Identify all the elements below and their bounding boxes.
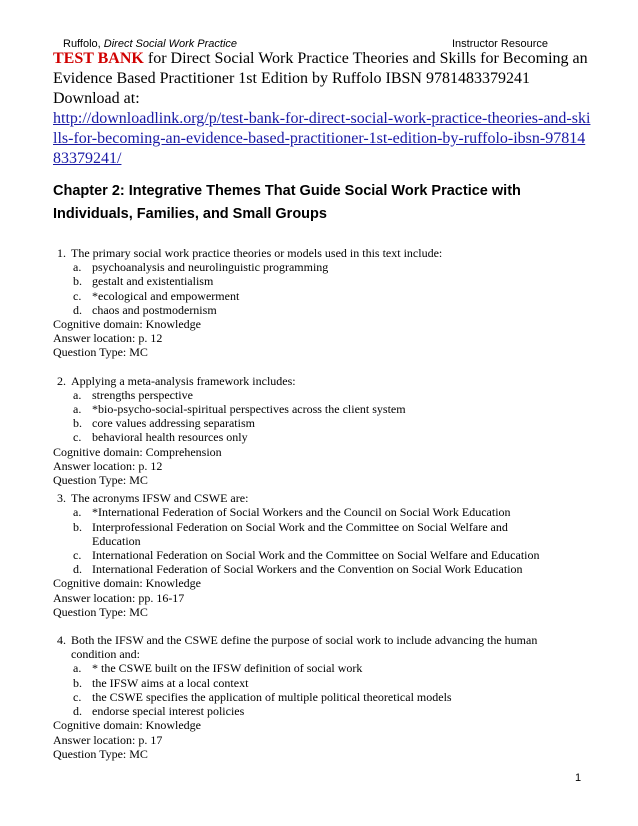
option-text: strengths perspective: [92, 387, 193, 402]
option-letter: c.: [73, 548, 82, 563]
question-number: 3.: [57, 491, 66, 506]
answer-option: [53, 562, 593, 576]
option-letter: b.: [73, 675, 82, 690]
answer-location: Answer location: p. 17: [53, 732, 163, 747]
option-letter: a.: [73, 387, 82, 402]
question-type: Question Type: MC: [53, 604, 148, 619]
answer-option: [53, 402, 593, 416]
question-3: [53, 491, 593, 619]
answer-option: [53, 303, 593, 317]
question-type: Question Type: MC: [53, 473, 148, 488]
option-letter: d.: [73, 302, 82, 317]
question-type: Question Type: MC: [53, 345, 148, 360]
answer-location: Answer location: p. 12: [53, 331, 163, 346]
option-text: the IFSW aims at a local context: [92, 675, 249, 690]
header-author: Ruffolo,: [63, 38, 104, 50]
answer-location: Answer location: pp. 16-17: [53, 590, 185, 605]
download-link[interactable]: http://downloadlink.org/p/test-bank-for-direct-social-work-practice-theories-and-skills-for-becoming-an-evidence-based-practitioner-1st-edition-by-ruffolo-ibsn-9781483379241/: [53, 110, 591, 167]
cognitive-domain: Cognitive domain: Comprehension: [53, 444, 222, 459]
question-number: 1.: [57, 246, 66, 260]
question-stem: [53, 246, 593, 260]
answer-option: [53, 690, 593, 704]
test-bank-highlight: TEST BANK: [53, 50, 144, 67]
question-stem: [53, 491, 593, 505]
option-text: * the CSWE built on the IFSW definition of social work: [92, 661, 363, 676]
question-list: [53, 246, 593, 761]
running-header-right: Instructor Resource: [452, 38, 548, 50]
option-letter: b.: [73, 519, 82, 534]
option-text: the CSWE specifies the application of multiple political theoretical models: [92, 689, 452, 704]
option-text: International Federation on Social Work and the Committee on Social Welfare and Education: [92, 548, 540, 563]
option-text: behavioral health resources only: [92, 430, 248, 445]
option-text: Interprofessional Federation on Social Work and the Committee on Social Welfare and: [92, 519, 508, 534]
question-text: The primary social work practice theories or models used in this text include:: [71, 246, 443, 260]
question-text: Applying a meta-analysis framework includes:: [71, 373, 296, 388]
option-text: endorse special interest policies: [92, 704, 245, 719]
question-2: [53, 374, 593, 488]
answer-location: Answer location: p. 12: [53, 458, 163, 473]
question-text-continued: condition and:: [71, 647, 140, 662]
question-text: Both the IFSW and the CSWE define the purpose of social work to include advancing the human: [71, 633, 538, 648]
option-text: chaos and postmodernism: [92, 302, 217, 317]
option-text: International Federation of Social Workers and the Convention on Social Work Education: [92, 562, 523, 577]
question-1: [53, 246, 593, 360]
option-text: *ecological and empowerment: [92, 288, 240, 303]
option-letter: a.: [73, 260, 82, 275]
option-text: *bio-psycho-social-spiritual perspectives across the client system: [92, 402, 406, 417]
option-text-continued: Education: [92, 533, 141, 548]
answer-option: [53, 505, 593, 519]
question-stem: [53, 374, 593, 388]
option-letter: d.: [73, 562, 82, 577]
question-text: The acronyms IFSW and CSWE are:: [71, 491, 249, 506]
chapter-title: Chapter 2: Integrative Themes That Guide Social Work Practice with Individuals, Families, and Small Groups: [53, 183, 521, 222]
answer-option: [53, 430, 593, 444]
option-text: psychoanalysis and neurolinguistic programming: [92, 260, 329, 275]
test-bank-banner: [53, 49, 593, 169]
question-number: 2.: [57, 373, 66, 388]
question-number: 4.: [57, 633, 66, 648]
option-letter: c.: [73, 288, 82, 303]
question-type: Question Type: MC: [53, 746, 148, 761]
answer-option: [53, 520, 593, 534]
answer-option: [53, 260, 593, 274]
option-text: gestalt and existentialism: [92, 274, 214, 289]
page-number: 1: [575, 772, 582, 784]
question-stem: [53, 633, 593, 647]
option-letter: a.: [73, 661, 82, 676]
header-book-title: Direct Social Work Practice: [103, 38, 238, 50]
cognitive-domain: Cognitive domain: Knowledge: [53, 718, 201, 733]
option-letter: b.: [73, 274, 82, 289]
answer-option: [53, 289, 593, 303]
answer-option: [53, 548, 593, 562]
option-text: *International Federation of Social Workers and the Council on Social Work Education: [92, 505, 511, 520]
cognitive-domain: Cognitive domain: Knowledge: [53, 576, 201, 591]
option-letter: c.: [73, 430, 82, 445]
question-4: [53, 633, 593, 761]
answer-option: [53, 704, 593, 718]
banner-text: for Direct Social Work Practice Theories and Skills for Becoming an Evidence Based Practitioner 1st Edition by Ruffolo IBSN 9781483379241: [53, 50, 588, 87]
option-text: core values addressing separatism: [92, 416, 255, 431]
cognitive-domain: Cognitive domain: Knowledge: [53, 317, 201, 332]
answer-option: [53, 388, 593, 402]
option-letter: b.: [73, 416, 82, 431]
option-letter: d.: [73, 704, 82, 719]
download-label: Download at:: [53, 90, 140, 107]
answer-option: [53, 676, 593, 690]
answer-option: [53, 416, 593, 430]
answer-option: [53, 274, 593, 288]
answer-option: [53, 661, 593, 675]
option-letter: a.: [73, 505, 82, 520]
option-letter: c.: [73, 689, 82, 704]
option-letter: a.: [73, 402, 82, 417]
